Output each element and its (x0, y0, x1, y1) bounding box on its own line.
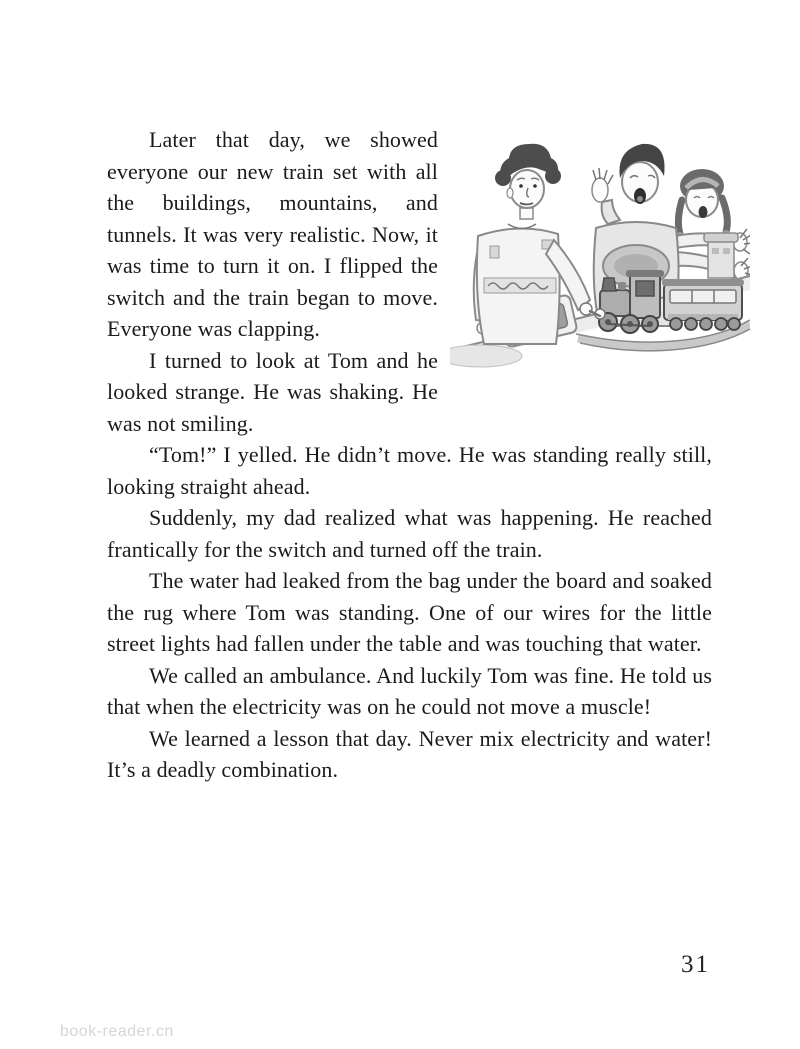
illustration-toy-tower (704, 233, 738, 278)
story-paragraph: Suddenly, my dad realized what was happening. He reached frantically for the switch and turned off the train. (107, 505, 712, 562)
watermark: book-reader.cn (60, 1023, 174, 1040)
page-number: 31 (681, 951, 710, 978)
story-paragraph: “Tom!” I yelled. He didn’t move. He was standing really still, looking straight ahead. (107, 442, 712, 499)
story-paragraph: I turned to look at Tom and he looked strange. He was shaking. He was not smiling. (107, 347, 438, 436)
story-paragraph: We called an ambulance. And luckily Tom was fine. He told us that when the electricity was on he could not move a muscle! (107, 662, 712, 719)
illustration-boy-left (474, 144, 600, 344)
story-illustration-svg (450, 128, 750, 368)
story-text-block (107, 124, 712, 786)
story-paragraph: Later that day, we showed everyone our new train set with all the buildings, mountains, and tunnels. It was very realistic. Now, it was time to turn it on. I flipped the switch and the train began to move. Everyone was clapping. (107, 127, 438, 341)
story-paragraph: We learned a lesson that day. Never mix electricity and water! It’s a deadly combination. (107, 725, 712, 782)
story-paragraph: The water had leaked from the bag under the board and soaked the rug where Tom was standing. One of our wires for the little street lights had fallen under the table and was touching that water. (107, 568, 712, 656)
story-illustration (450, 128, 750, 368)
